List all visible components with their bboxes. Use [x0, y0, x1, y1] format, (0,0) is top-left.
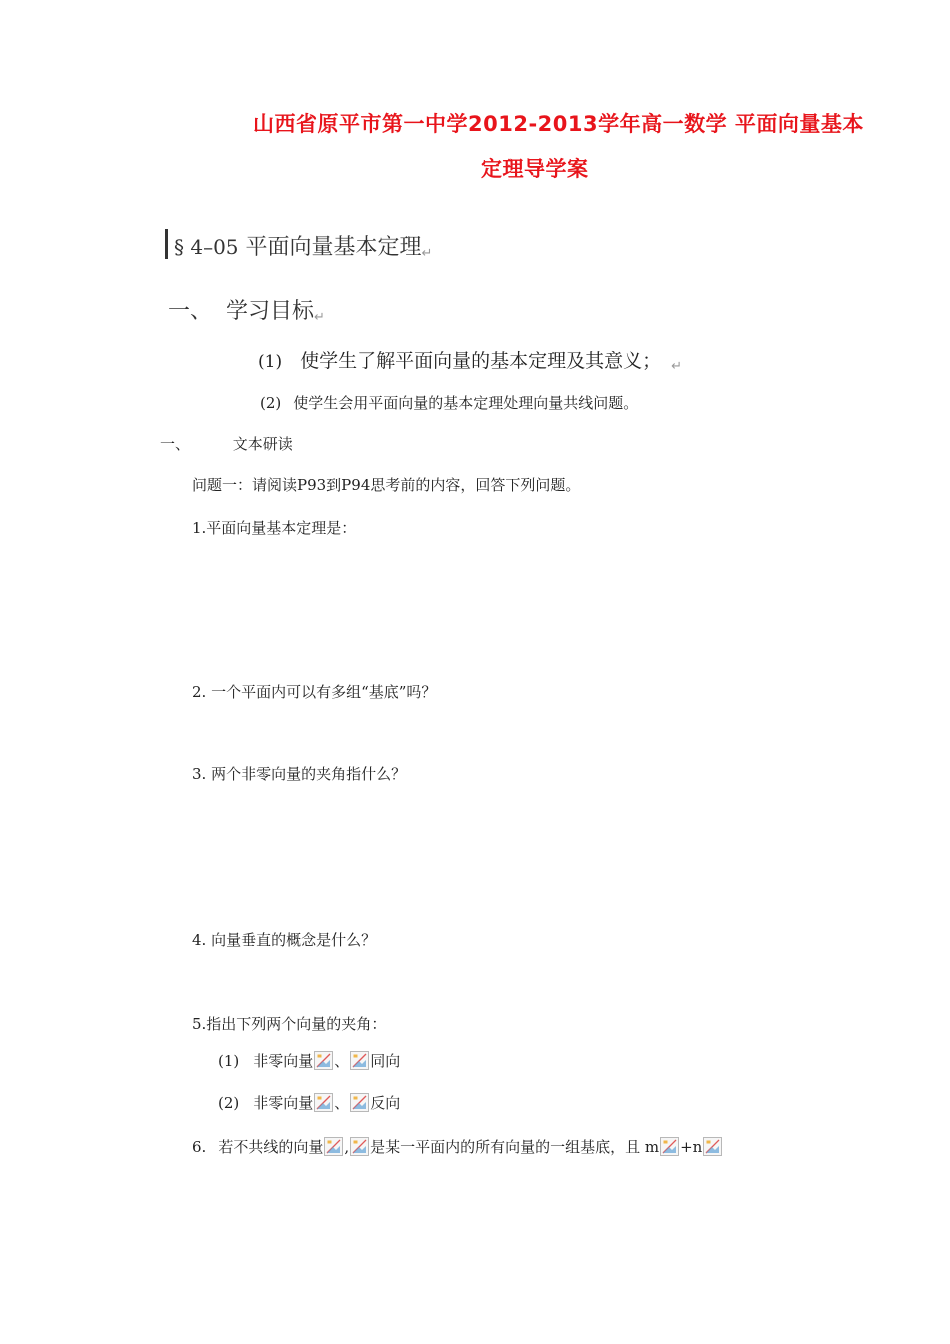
question-intro: 问题一：请阅读P93到P94思考前的内容，回答下列问题。 [192, 476, 581, 494]
item-number: (1) [218, 1052, 240, 1070]
broken-image-icon [350, 1051, 369, 1070]
item-end: 反向 [370, 1094, 401, 1112]
goal-item-1 [258, 346, 682, 374]
question-2: 2. 一个平面内可以有多组“基底”吗？ [192, 683, 437, 701]
broken-image-icon [703, 1137, 722, 1156]
section-name: 平面向量基本定理 [245, 235, 422, 260]
broken-image-icon [314, 1051, 333, 1070]
goal-text: 使学生会用平面向量的基本定理处理向量共线问题。 [293, 394, 639, 412]
question-5-item-2 [218, 1092, 400, 1113]
question-text-before: 若不共线的向量 [218, 1138, 324, 1156]
item-label: 非零向量 [253, 1094, 314, 1112]
part-number: 一、 [160, 435, 191, 453]
question-3: 3. 两个非零向量的夹角指什么？ [192, 765, 407, 783]
section-heading [174, 230, 432, 261]
document-title-line2: 定理导学案 [481, 157, 589, 181]
item-number: (2) [218, 1094, 240, 1112]
question-text-middle: 是某一平面内的所有向量的一组基底，且 m [370, 1138, 660, 1156]
broken-image-icon [660, 1137, 679, 1156]
broken-image-icon [350, 1137, 369, 1156]
learning-goals-heading [168, 294, 325, 325]
goal-item-2 [260, 392, 638, 413]
broken-image-icon [314, 1093, 333, 1112]
question-6 [192, 1136, 723, 1157]
learning-goals-label: 一、 学习目标 [168, 299, 314, 324]
paragraph-mark-icon: ↵ [671, 359, 683, 374]
paragraph-mark-icon: ↵ [421, 246, 433, 261]
question-plus: +n [680, 1138, 703, 1156]
item-label: 非零向量 [253, 1052, 314, 1070]
question-4: 4. 向量垂直的概念是什么？ [192, 931, 377, 949]
broken-image-icon [350, 1093, 369, 1112]
part-title: 文本研读 [232, 435, 293, 453]
goal-text: 使学生了解平面向量的基本定理及其意义； [300, 350, 662, 372]
question-separator: , [344, 1138, 350, 1156]
goal-number: (2) [260, 394, 282, 412]
question-5-item-1 [218, 1050, 400, 1071]
question-number: 6. [192, 1138, 207, 1156]
goal-number: (1) [258, 352, 283, 372]
question-5: 5.指出下列两个向量的夹角： [192, 1015, 387, 1033]
text-reading-heading [160, 433, 293, 454]
section-number: § 4–05 [174, 235, 239, 259]
item-end: 同向 [370, 1052, 401, 1070]
document-title-line1: 山西省原平市第一中学2012-2013学年高一数学 平面向量基本 [253, 112, 864, 136]
question-1: 1.平面向量基本定理是： [192, 519, 357, 537]
broken-image-icon [324, 1137, 343, 1156]
paragraph-mark-icon: ↵ [314, 310, 325, 325]
item-separator: 、 [334, 1052, 350, 1070]
section-marker-bar [165, 229, 168, 259]
item-separator: 、 [334, 1094, 350, 1112]
